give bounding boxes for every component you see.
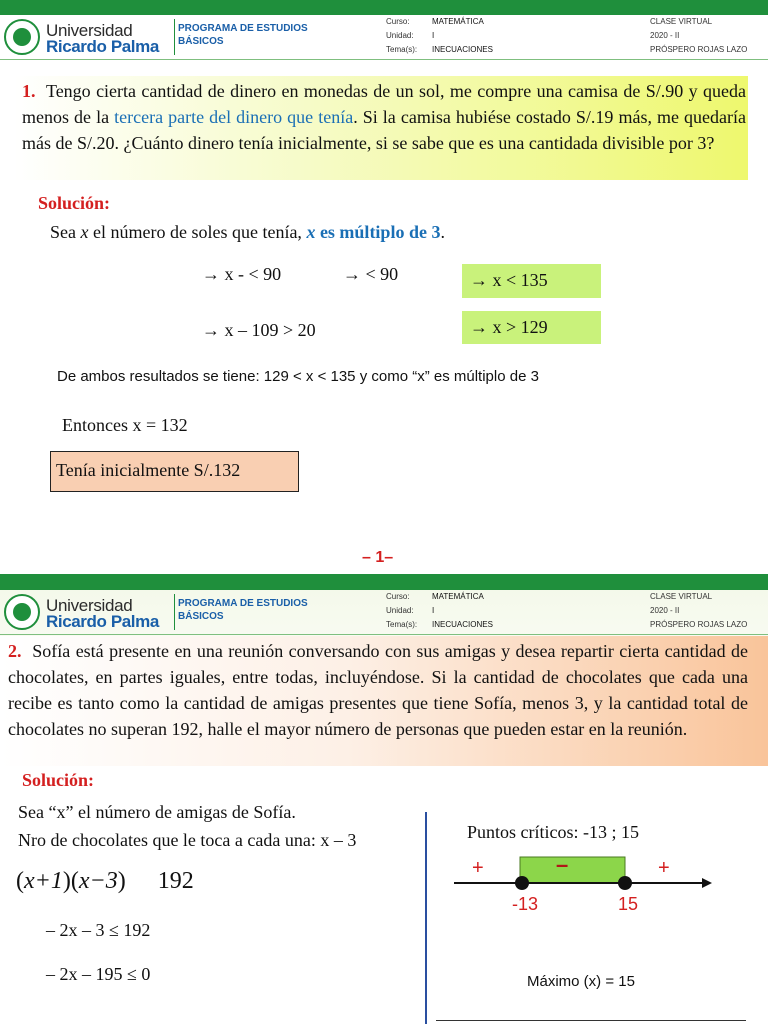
solution-label: Solución: [38,193,111,213]
program-line-2: BÁSICOS [178,36,224,47]
clase-virtual: CLASE VIRTUAL [650,17,713,26]
logo-line-2: Ricardo Palma [46,37,159,56]
critical-label-left: -13 [512,894,539,914]
header-divider [174,594,175,630]
logo-line-2: Ricardo Palma [46,612,159,631]
curso-label: Curso: [386,17,410,26]
sign-minus: – [556,852,569,877]
program-line-1: PROGRAMA DE ESTUDIOS [178,598,308,609]
slide-header [0,590,768,635]
sea-b: el número de soles que tenía, [88,222,307,242]
semester: 2020 - II [650,31,680,40]
problem-2-box [0,636,768,766]
top-bar [0,0,768,15]
bottom-line [436,1020,746,1021]
curso-label: Curso: [386,592,410,601]
entonces: Entonces x = 132 [62,415,188,435]
critical-point-right [618,876,632,890]
slide-header [0,15,768,60]
sea-line [50,222,445,243]
critical-points: Puntos críticos: -13 ; 15 [467,822,639,842]
tema-label: Tema(s): [386,45,418,54]
unidad-label: Unidad: [386,31,414,40]
curso-value: MATEMÁTICA [432,17,484,26]
ineq-1a: → x - < 90 [202,264,282,284]
problem-number: 2. [8,641,22,661]
problem-1-box [14,76,748,180]
university-seal-icon [4,19,40,55]
university-logo [4,594,172,630]
ineq-1c: → x < 135 [470,270,548,290]
sign-plus-right: + [658,857,670,879]
conclusion: De ambos resultados se tiene: 129 < x < 135 y como “x” es múltiplo de 3 [57,368,539,385]
problem-text-b: . Si la camisa hubiése costado S/.19 más, me quedaría más de S/.20. ¿Cuánto dinero tenía inicialmente, si se sabe que es una cantidada divisible por 3? [22,107,746,153]
product-expression: (x+1)(x−3) 192 [16,868,194,894]
product-right: x−3 [78,868,118,894]
header-divider [174,19,175,55]
semester: 2020 - II [650,606,680,615]
problem-2-text [8,638,748,742]
curso-value: MATEMÁTICA [432,592,484,601]
sea-c: x [306,222,316,242]
arrow-head-icon [702,878,712,888]
tema-value: INECUACIONES [432,45,493,54]
page-number: – 1– [362,549,394,566]
teacher-name: PRÓSPERO ROJAS LAZO [650,620,748,629]
ineq-2c: → x > 129 [470,317,548,337]
unidad-label: Unidad: [386,606,414,615]
sea-d: es múltiplo de 3 [315,222,441,242]
logo-line-1: Universidad [46,596,133,615]
problem-1-text [22,78,746,156]
sea-a: Sea [50,222,81,242]
sign-plus-left: + [472,857,484,879]
sea-x: x [80,222,89,242]
problem-number: 1. [22,81,36,101]
negative-interval [520,857,625,883]
vertical-divider [425,812,427,1024]
problem-text: Sofía está presente en una reunión conversando con sus amigas y desea repartir cierta cantidad de chocolates, en partes iguales, entre todas, incluyéndose. Si la cantidad de chocolates que cada una recibe es tanto como la cantidad de amigas presentes que tiene Sofía, menos 3, y la cantidad total de chocolates no superan 192, halle el mayor número de personas que pueden estar en la reunión. [8,641,748,739]
critical-label-right: 15 [618,894,639,914]
answer-text: Tenía inicialmente S/.132 [56,460,241,480]
sea-e: . [440,222,445,242]
ineq-2a: → x – 109 > 20 [202,320,316,340]
problem-text-a: Tengo cierta cantidad de dinero en monedas de un sol, me compre una camisa de S/.90 y queda menos de la [22,81,746,127]
tema-value: INECUACIONES [432,620,493,629]
university-logo [4,19,172,55]
critical-point-left [515,876,529,890]
logo-line-1: Universidad [46,21,133,40]
tema-label: Tema(s): [386,620,418,629]
sea-line: Sea “x” el número de amigas de Sofía. [18,802,296,822]
clase-virtual: CLASE VIRTUAL [650,592,713,601]
university-seal-icon [4,594,40,630]
ineq-1: – 2x – 3 ≤ 192 [46,920,151,940]
teacher-name: PRÓSPERO ROJAS LAZO [650,45,748,54]
ineq-1c-box [462,264,601,298]
nro-line: Nro de chocolates que le toca a cada una: x – 3 [18,830,357,850]
product-value: 192 [157,868,194,894]
ineq-2c-box [462,311,601,344]
problem-highlight: tercera parte del dinero que tenía [114,107,354,127]
slide-2 [0,574,768,1024]
program-title [178,22,308,48]
top-bar [0,574,768,590]
ineq-1b: → < 90 [343,264,399,284]
product-left: x+1 [24,868,63,894]
unidad-value: I [432,31,435,40]
maximo: Máximo (x) = 15 [527,973,635,990]
solution-label: Solución: [22,770,95,790]
program-title [178,597,308,623]
ineq-2: – 2x – 195 ≤ 0 [46,964,151,984]
answer-box [50,451,299,492]
program-line-1: PROGRAMA DE ESTUDIOS [178,23,308,34]
program-line-2: BÁSICOS [178,611,224,622]
unidad-value: I [432,606,435,615]
